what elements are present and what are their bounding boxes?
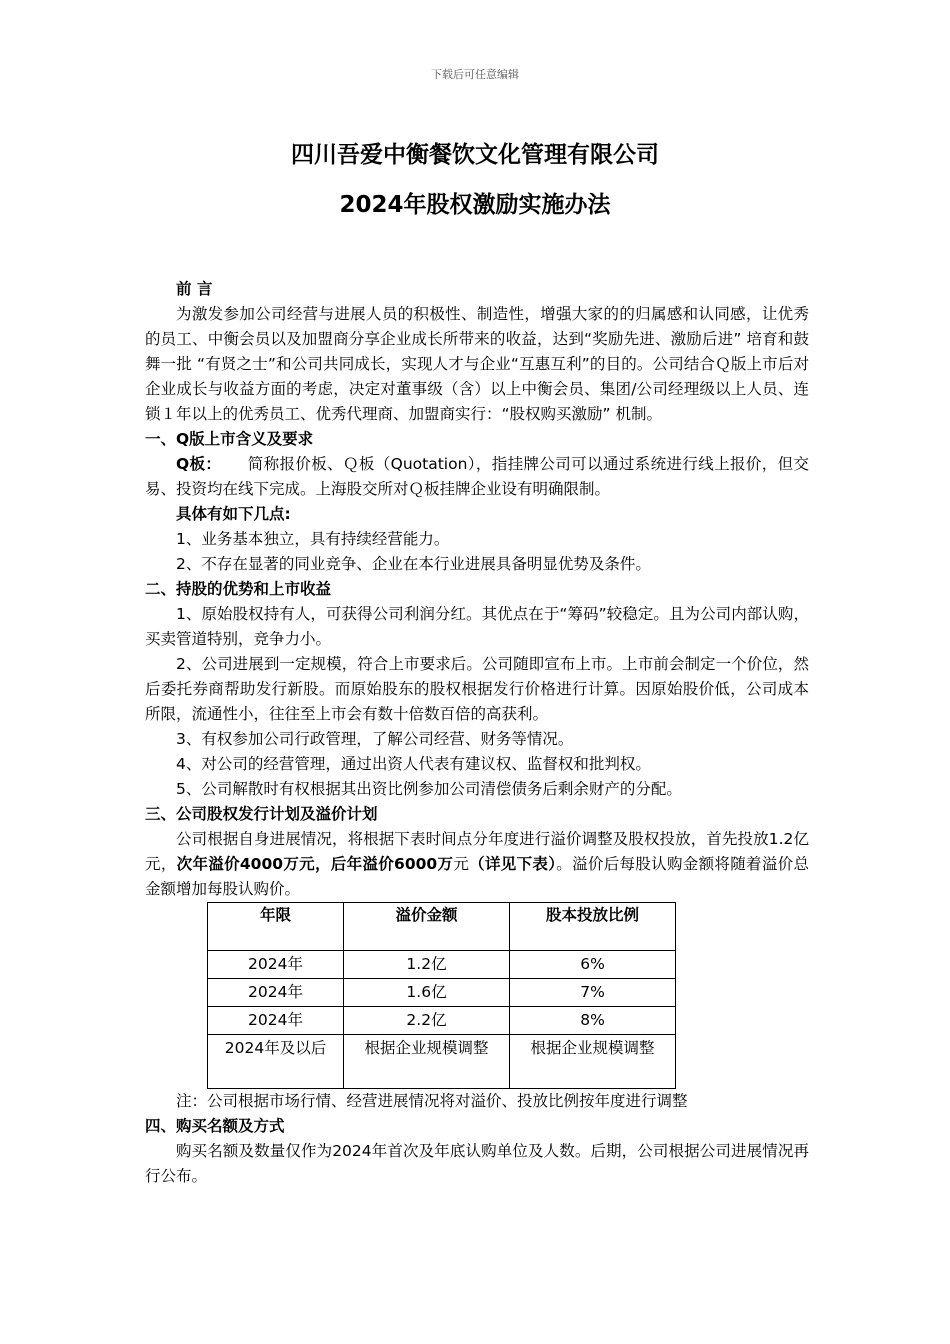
table-cell: 8%: [510, 1007, 676, 1035]
advantage-item: 1、原始股权持有人，可获得公司利润分红。其优点在于“筹码”较稳定。且为公司内部认购，买卖管道特别，竞争力小。: [145, 605, 809, 648]
section3-text-a: 公司根据自身进展情况，将根据下表时间点分年度进行溢价调整及股权投放，首先投放1.2亿元，: [145, 830, 809, 873]
advantage-item: 5、公司解散时有权根据其出资比例参加公司清偿债务后剩余财产的分配。: [176, 780, 682, 798]
table-row: [208, 979, 676, 1007]
section3-bold-a: 次年溢价4000万元，后年溢价6000万: [176, 855, 454, 873]
table-cell: 2.2亿: [344, 1007, 510, 1035]
section4-heading: 四、购买名额及方式: [145, 1117, 285, 1135]
point-item: 1、业务基本独立，具有持续经营能力。: [176, 530, 450, 548]
advantage-item: 3、有权参加公司行政管理，了解公司经营、财务等情况。: [176, 730, 574, 748]
section3-text-c: 。溢价后每股认购金额将随着溢价总金额增加每股认购价。: [145, 855, 809, 898]
table-row: [208, 1035, 676, 1089]
section3-text-b: 元: [453, 855, 470, 873]
table-header-cell: 股本投放比例: [510, 903, 676, 951]
table-cell: 根据企业规模调整: [344, 1035, 510, 1089]
table-header-cell: 溢价金额: [344, 903, 510, 951]
table-cell: 1.2亿: [344, 951, 510, 979]
table-cell: 2024年: [208, 979, 344, 1007]
advantage-item: 4、对公司的经营管理，通过出资人代表有建议权、监督权和批判权。: [176, 755, 651, 773]
table-header-cell: 年限: [208, 903, 344, 951]
point-item: 2、不存在显著的同业竞争、企业在本行业进展具备明显优势及条件。: [176, 555, 651, 573]
preface-text: 为激发参加公司经营与进展人员的积极性、制造性，增强大家的的归属感和认同感，让优秀的员工、中衡会员以及加盟商分享企业成长所带来的收益，达到“奖励先进、激励后进” 培育和鼓舞一批 “有贤之士”和公司共同成长，实现人才与企业“互惠互利”的目的。公司结合Ｑ版上市后对企业成长与收益方面的考虑，决定对董事级（含）以上中衡会员、集团/公司经理级以上人员、连锁１年以上的优秀员工、优秀代理商、加盟商实行：“股权购买激励” 机制。: [145, 305, 809, 423]
premium-table: [207, 902, 676, 1089]
table-cell: 2024年: [208, 1007, 344, 1035]
section1-q-paragraph: [145, 452, 809, 502]
header-note: 下载后可任意编辑: [431, 68, 519, 81]
document-title: 四川吾爱中衡餐饮文化管理有限公司: [291, 142, 659, 168]
table-header-row: [208, 903, 676, 951]
section3-paragraph: [145, 827, 809, 902]
advantage-item: 2、公司进展到一定规模，符合上市要求后。公司随即宣布上市。上市前会制定一个价位，然后委托券商帮助发行新股。而原始股东的股权根据发行价格进行计算。因原始股价低，公司成本所限，流通性小，往往至上市会有数十倍数百倍的高获利。: [145, 655, 809, 723]
table-cell: 2024年: [208, 951, 344, 979]
table-cell: 1.6亿: [344, 979, 510, 1007]
section3-heading: 三、公司股权发行计划及溢价计划: [145, 805, 378, 823]
section3-bold-b: （详见下表）: [469, 855, 557, 873]
section4-text: 购买名额及数量仅作为2024年首次及年底认购单位及人数。后期，公司根据公司进展情况再行公布。: [145, 1142, 809, 1185]
q-label: Q板：: [176, 455, 222, 473]
preface-heading: 前 言: [176, 280, 213, 298]
table-cell: 7%: [510, 979, 676, 1007]
document-subtitle: 2024年股权激励实施办法: [339, 192, 611, 218]
table-cell: 2024年及以后: [208, 1035, 344, 1089]
points-heading: 具体有如下几点:: [176, 505, 291, 523]
section2-heading: 二、持股的优势和上市收益: [145, 580, 332, 598]
table-row: [208, 1007, 676, 1035]
section1-heading: 一、Q版上市含义及要求: [145, 430, 314, 448]
table-row: [208, 951, 676, 979]
document-body: [145, 277, 809, 1189]
table-note: 注：公司根据市场行情、经营进展情况将对溢价、投放比例按年度进行调整: [176, 1092, 688, 1110]
table-cell: 根据企业规模调整: [510, 1035, 676, 1089]
q-text: 简称报价板、Ｑ板（Quotation），指挂牌公司可以通过系统进行线上报价，但交易、投资均在线下完成。上海股交所对Ｑ板挂牌企业设有明确限制。: [145, 455, 809, 498]
table-cell: 6%: [510, 951, 676, 979]
